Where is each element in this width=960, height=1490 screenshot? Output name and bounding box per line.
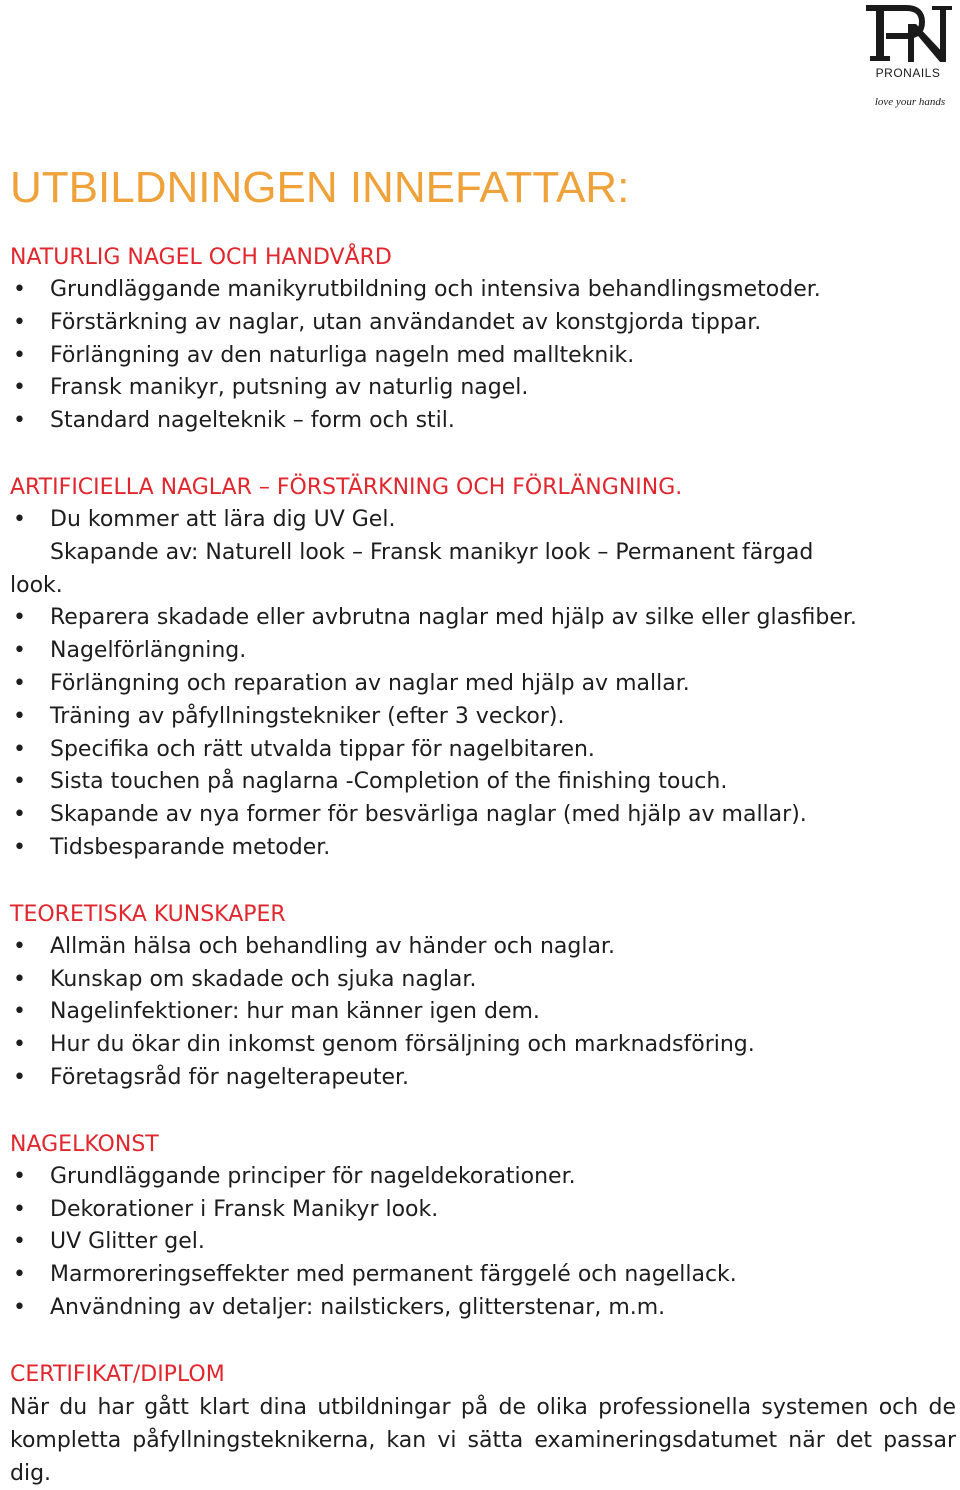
continuation-text [10,537,958,603]
bullet-icon: • [13,1262,26,1288]
bullet-list [10,274,958,438]
bullet-icon: • [13,1294,26,1320]
bullet-icon: • [13,309,26,335]
bullet-list [10,931,958,1095]
bullet-icon: • [13,1229,26,1255]
list-item: • Fransk manikyr, putsning av naturlig nagel. [10,372,958,405]
brand-tagline: love your hands [874,96,946,108]
bullet-icon: • [13,703,26,729]
list-item: • Nagelförlängning. [10,635,958,668]
bullet-icon: • [13,999,26,1025]
list-item: • Dekorationer i Fransk Manikyr look. [10,1194,958,1227]
bullet-icon: • [13,966,26,992]
bullet-icon: • [13,1196,26,1222]
bullet-icon: • [13,802,26,828]
list-item: • Företagsråd för nagelterapeuter. [10,1062,958,1095]
bullet-list [10,1161,958,1325]
list-item: • Nagelinfektioner: hur man känner igen dem. [10,996,958,1029]
section-heading: NAGELKONST [10,1131,159,1157]
section-heading: TEORETISKA KUNSKAPER [10,901,286,927]
certificate-paragraph: När du har gått klart dina utbildningar på de olika professionella systemen och de kompletta påfyllningsteknikerna, kan vi sätta examineringsdatumet när det passar dig. [10,1394,956,1486]
list-item: • Standard nagelteknik – form och stil. [10,405,958,438]
bullet-icon: • [13,375,26,401]
bullet-icon: • [13,1064,26,1090]
section-spacer [10,1325,958,1358]
bullet-icon: • [13,670,26,696]
bullet-icon: • [13,605,26,631]
list-item: • Förlängning och reparation av naglar med hjälp av mallar. [10,668,958,701]
page-title: UTBILDNINGEN INNEFATTAR: [10,163,630,212]
bullet-icon: • [13,933,26,959]
list-item: • Tidsbesparande metoder. [10,832,958,865]
list-item: • Kunskap om skadade och sjuka naglar. [10,964,958,997]
list-item: • Sista touchen på naglarna -Completion of the finishing touch. [10,766,958,799]
list-item: • Träning av påfyllningstekniker (efter 3 veckor). [10,701,958,734]
list-item: • Användning av detaljer: nailstickers, glitterstenar, m.m. [10,1292,958,1325]
list-item: • Förlängning av den naturliga nageln med mallteknik. [10,340,958,373]
list-item: • Marmoreringseffekter med permanent färggelé och nagellack. [10,1259,958,1292]
bullet-list [10,504,958,537]
continuation-line: look. [10,572,63,598]
list-item: • Reparera skadade eller avbrutna naglar med hjälp av silke eller glasfiber. [10,602,958,635]
pn-monogram-icon [862,2,954,66]
pronails-logo [862,2,954,112]
list-item: • Förstärkning av naglar, utan användandet av konstgjorda tippar. [10,307,958,340]
section-heading: CERTIFIKAT/DIPLOM [10,1361,225,1387]
continuation-line: Skapande av: Naturell look – Fransk manikyr look – Permanent färgad [50,539,814,565]
bullet-icon: • [13,638,26,664]
bullet-icon: • [13,769,26,795]
list-item: • Grundläggande principer för nageldekorationer. [10,1161,958,1194]
list-item: • Hur du ökar din inkomst genom försäljning och marknadsföring. [10,1029,958,1062]
list-item: • UV Glitter gel. [10,1226,958,1259]
section-heading: ARTIFICIELLA NAGLAR – FÖRSTÄRKNING OCH FÖRLÄNGNING. [10,474,683,500]
bullet-icon: • [13,342,26,368]
list-item: • Skapande av nya former för besvärliga naglar (med hjälp av mallar). [10,799,958,832]
document-body [10,241,958,1490]
bullet-icon: • [13,834,26,860]
section-spacer [10,1095,958,1128]
bullet-icon: • [13,277,26,302]
bullet-icon: • [13,506,26,532]
bullet-icon: • [13,408,26,434]
brand-name: PRONAILS [875,66,941,80]
bullet-icon: • [13,1032,26,1058]
list-item: • Specifika och rätt utvalda tippar för nagelbitaren. [10,734,958,767]
bullet-list [10,602,958,864]
section-spacer [10,865,958,898]
bullet-icon: • [13,736,26,762]
section-spacer [10,438,958,471]
list-item: • Du kommer att lära dig UV Gel. [10,504,958,537]
section-heading: NATURLIG NAGEL OCH HANDVÅRD [10,245,392,270]
list-item: • Allmän hälsa och behandling av händer och naglar. [10,931,958,964]
bullet-icon: • [13,1163,26,1189]
list-item: • Grundläggande manikyrutbildning och intensiva behandlingsmetoder. [10,274,958,307]
